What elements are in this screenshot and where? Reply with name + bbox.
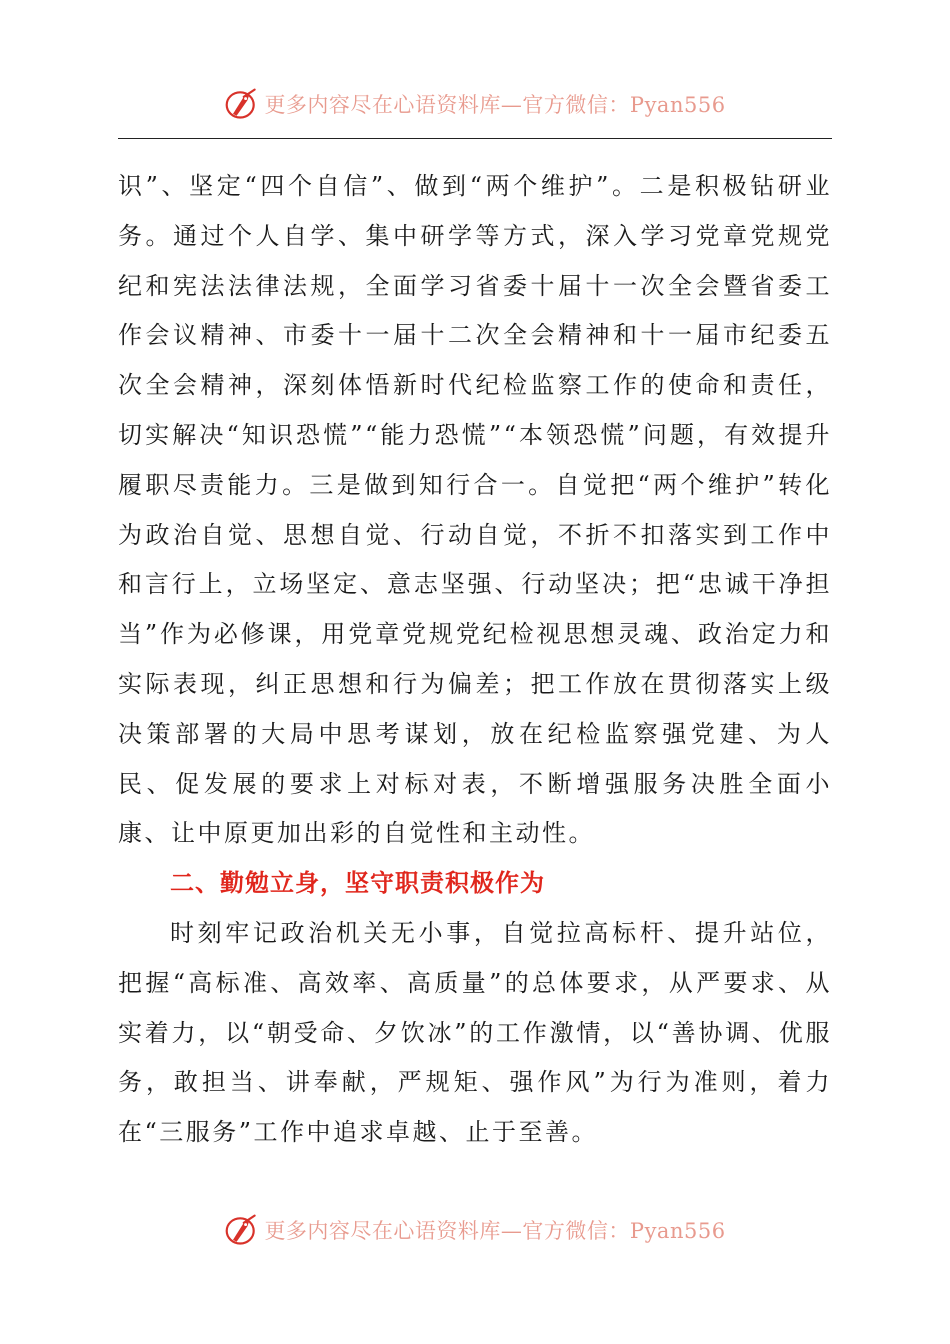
document-body xyxy=(118,162,832,1158)
pen-nib-circle-icon xyxy=(224,1212,260,1248)
body-paragraph: 时刻牢记政治机关无小事，自觉拉高标杆、提升站位，把握“高标准、高效率、高质量”的总体要求，从严要求、从实着力，以“朝受命、夕饮冰”的工作激情，以“善协调、优服务，敢担当、讲奉献，严规矩、强作风”为行为准则，着力在“三服务”工作中追求卓越、止于至善。 xyxy=(118,918,832,1147)
header-divider xyxy=(118,138,832,139)
watermark-text: 更多内容尽在心语资料库—官方微信：Pyan556 xyxy=(264,1219,726,1243)
watermark-text: 更多内容尽在心语资料库—官方微信：Pyan556 xyxy=(264,93,726,117)
body-paragraph: 识”、坚定“四个自信”、做到“两个维护”。二是积极钻研业务。通过个人自学、集中研学等方式，深入学习党章党规党纪和宪法法律法规，全面学习省委十届十一次全会暨省委工作会议精神、市委十一届十二次全会精神和十一届市纪委五次全会精神，深刻体悟新时代纪检监察工作的使命和责任，切实解决“知识恐慌”“能力恐慌”“本领恐慌”问题，有效提升履职尽责能力。三是做到知行合一。自觉把“两个维护”转化为政治自觉、思想自觉、行动自觉，不折不扣落实到工作中和言行上，立场坚定、意志坚强、行动坚决；把“忠诚干净担当”作为必修课，用党章党规党纪检视思想灵魂、政治定力和实际表现，纠正思想和行为偏差；把工作放在贯彻落实上级决策部署的大局中思考谋划，放在纪检监察强党建、为人民、促发展的要求上对标对表，不断增强服务决胜全面小康、让中原更加出彩的自觉性和主动性。 xyxy=(118,172,832,848)
header-watermark xyxy=(0,84,950,124)
section-heading: 二、勤勉立身，坚守职责积极作为 xyxy=(170,869,545,898)
pen-nib-circle-icon xyxy=(224,86,260,122)
footer-watermark xyxy=(0,1210,950,1250)
